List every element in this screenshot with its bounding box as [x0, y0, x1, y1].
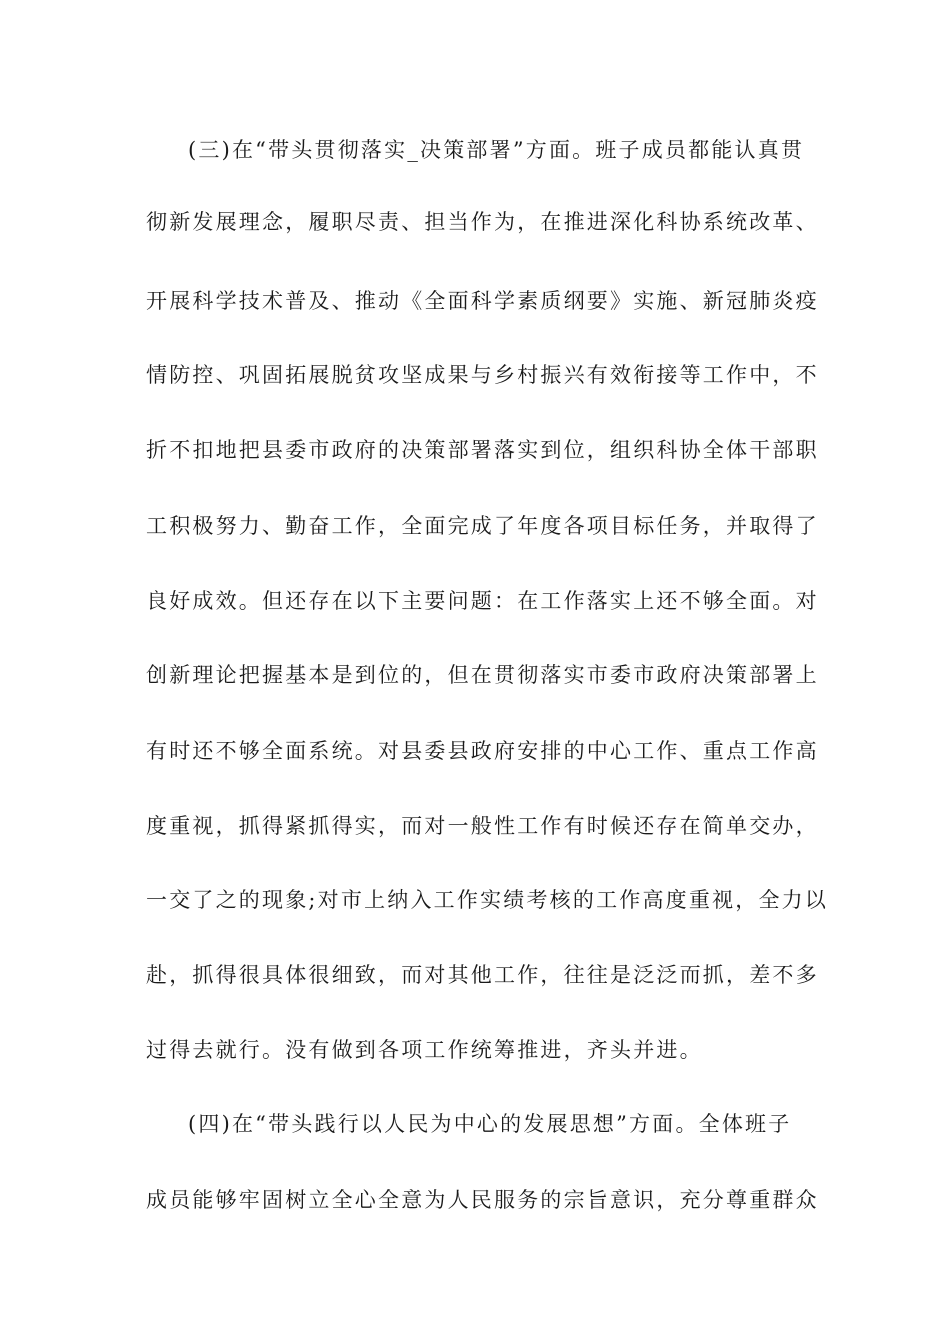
paragraph-3-line-12: 赴，抓得很具体很细致，而对其他工作，往往是泛泛而抓，差不多 — [146, 963, 819, 987]
paragraph-3-line-1: (三)在“带头贯彻落实_决策部署”方面。班子成员都能认真贯 — [188, 138, 805, 162]
paragraph-3-line-7: 良好成效。但还存在以下主要问题：在工作落实上还不够全面。对 — [146, 589, 819, 613]
paragraph-3-line-6: 工积极努力、勤奋工作，全面完成了年度各项目标任务，并取得了 — [146, 514, 819, 538]
paragraph-4-line-2: 成员能够牢固树立全心全意为人民服务的宗旨意识，充分尊重群众 — [146, 1188, 819, 1212]
paragraph-3-line-5: 折不扣地把县委市政府的决策部署落实到位，组织科协全体干部职 — [146, 438, 819, 462]
paragraph-3-line-4: 情防控、巩固拓展脱贫攻坚成果与乡村振兴有效衔接等工作中，不 — [146, 363, 819, 387]
paragraph-3-line-2: 彻新发展理念，履职尽责、担当作为，在推进深化科协系统改革、 — [146, 210, 819, 234]
paragraph-3-line-11: 一交了之的现象;对市上纳入工作实绩考核的工作高度重视，全力以 — [146, 888, 829, 912]
paragraph-3-line-13: 过得去就行。没有做到各项工作统筹推进，齐头并进。 — [146, 1038, 703, 1062]
paragraph-3-line-9: 有时还不够全面系统。对县委县政府安排的中心工作、重点工作高 — [146, 739, 819, 763]
paragraph-3-line-8: 创新理论把握基本是到位的，但在贯彻落实市委市政府决策部署上 — [146, 663, 819, 687]
paragraph-4-line-1: (四)在“带头践行以人民为中心的发展思想”方面。全体班子 — [188, 1112, 792, 1136]
paragraph-3-line-10: 度重视，抓得紧抓得实，而对一般性工作有时候还存在简单交办， — [146, 814, 819, 838]
paragraph-3-line-3: 开展科学技术普及、推动《全面科学素质纲要》实施、新冠肺炎疫 — [146, 289, 819, 313]
